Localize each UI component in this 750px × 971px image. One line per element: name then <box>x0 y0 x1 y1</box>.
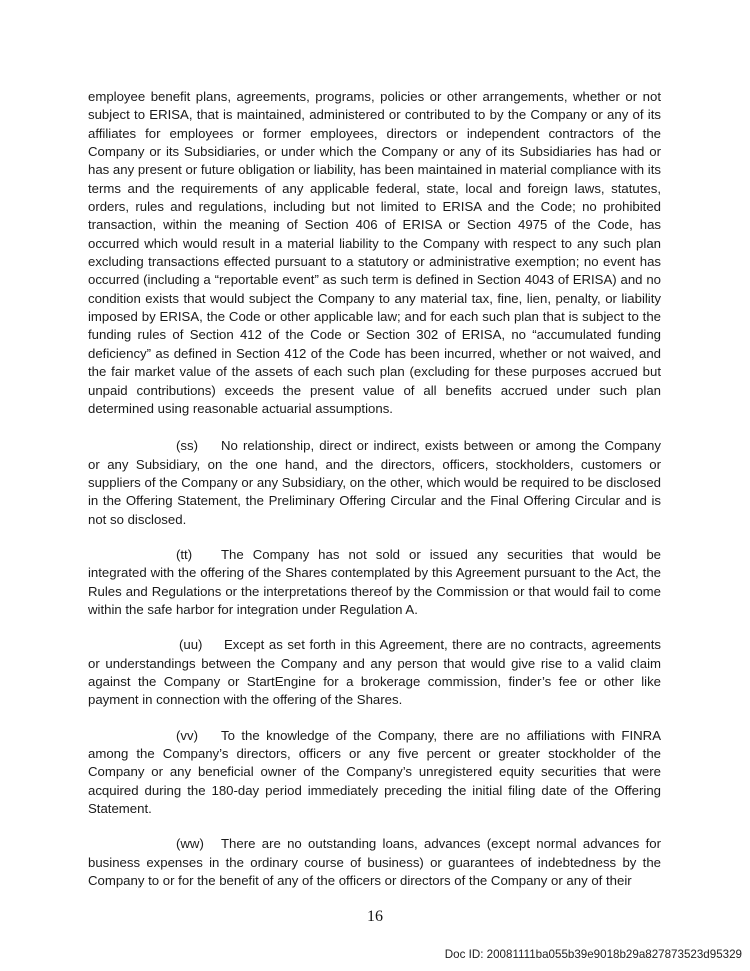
page-number: 16 <box>367 908 383 925</box>
doc-id-footer: Doc ID: 20081111ba055b39e9018b29a827873523d95329 <box>444 948 742 961</box>
paragraph-text: employee benefit plans, agreements, programs, policies or other arrangements, whether or not subject to ERISA, that is maintained, administered or contributed to by the Company or any of its affiliates for employees or former employees, directors or independent contractors of the Company or its Subsidiaries, or under which the Company or any of its Subsidiaries has had or has any present or future obligation or liability, has been maintained in material compliance with its terms and the requirements of any applicable federal, state, local and foreign laws, statutes, orders, rules and regulations, including but not limited to ERISA and the Code; no prohibited transaction, within the meaning of Section 406 of ERISA or Section 4975 of the Code, has occurred which would result in a material liability to the Company with respect to any such plan excluding transactions effected pursuant to a statutory or administrative exemption; no event has occurred (including a “reportable event” as such term is defined in Section 4043 of ERISA) and no condition exists that would subject the Company to any material tax, fine, lien, penalty, or liability imposed by ERISA, the Code or other applicable law; and for each such plan that is subject to the funding rules of Section 412 of the Code or Section 302 of ERISA, no “accumulated funding deficiency” as defined in Section 412 of the Code has been incurred, whether or not waived, and the fair market value of the assets of each such plan (excluding for these purposes accrued but unpaid contributions) exceeds the present value of all benefits accrued under such plan determined using reasonable actuarial assumptions. <box>88 89 661 416</box>
paragraph-label: (ss) <box>176 438 198 454</box>
paragraph-ww <box>88 835 661 890</box>
paragraph-text: There are no outstanding loans, advances (except normal advances for business expenses in the ordinary course of business) or guarantees of indebtedness by the Company to or for the benefit of any of the officers or directors of the Company or any of their <box>88 836 661 889</box>
paragraph-tt <box>88 546 661 619</box>
paragraph-vv <box>88 727 661 819</box>
paragraph-text: To the knowledge of the Company, there are no affiliations with FINRA among the Company’s directors, officers or any five percent or greater stockholder of the Company or any beneficial owner of the Company’s unregistered equity securities that were acquired during the 180-day period immediately preceding the initial filing date of the Offering Statement. <box>88 727 661 817</box>
paragraph-ss <box>88 437 661 529</box>
paragraph-label: (vv) <box>176 727 198 743</box>
paragraph-text: The Company has not sold or issued any securities that would be integrated with the offering of the Shares contemplated by this Agreement pursuant to the Act, the Rules and Regulations or the interpretations thereof by the Commission or that would fail to come within the safe harbor for integration under Regulation A. <box>88 546 661 617</box>
paragraph-uu <box>88 636 661 709</box>
paragraph-rr-continued <box>88 88 661 418</box>
paragraph-label: (tt) <box>176 546 193 562</box>
paragraph-label: (ww) <box>176 836 204 852</box>
document-body <box>88 88 661 907</box>
paragraph-label: (uu) <box>179 637 203 653</box>
paragraph-text: Except as set forth in this Agreement, there are no contracts, agreements or understandings between the Company and any person that would give rise to a valid claim against the Company or StartEngine for a brokerage commission, finder’s fee or other like payment in connection with the offering of the Shares. <box>88 637 661 708</box>
paragraph-text: No relationship, direct or indirect, exists between or among the Company or any Subsidiary, on the one hand, and the directors, officers, stockholders, customers or suppliers of the Company or any Subsidiary, on the other, which would be required to be disclosed in the Offering Statement, the Preliminary Offering Circular and the Final Offering Circular and is not so disclosed. <box>88 438 661 527</box>
